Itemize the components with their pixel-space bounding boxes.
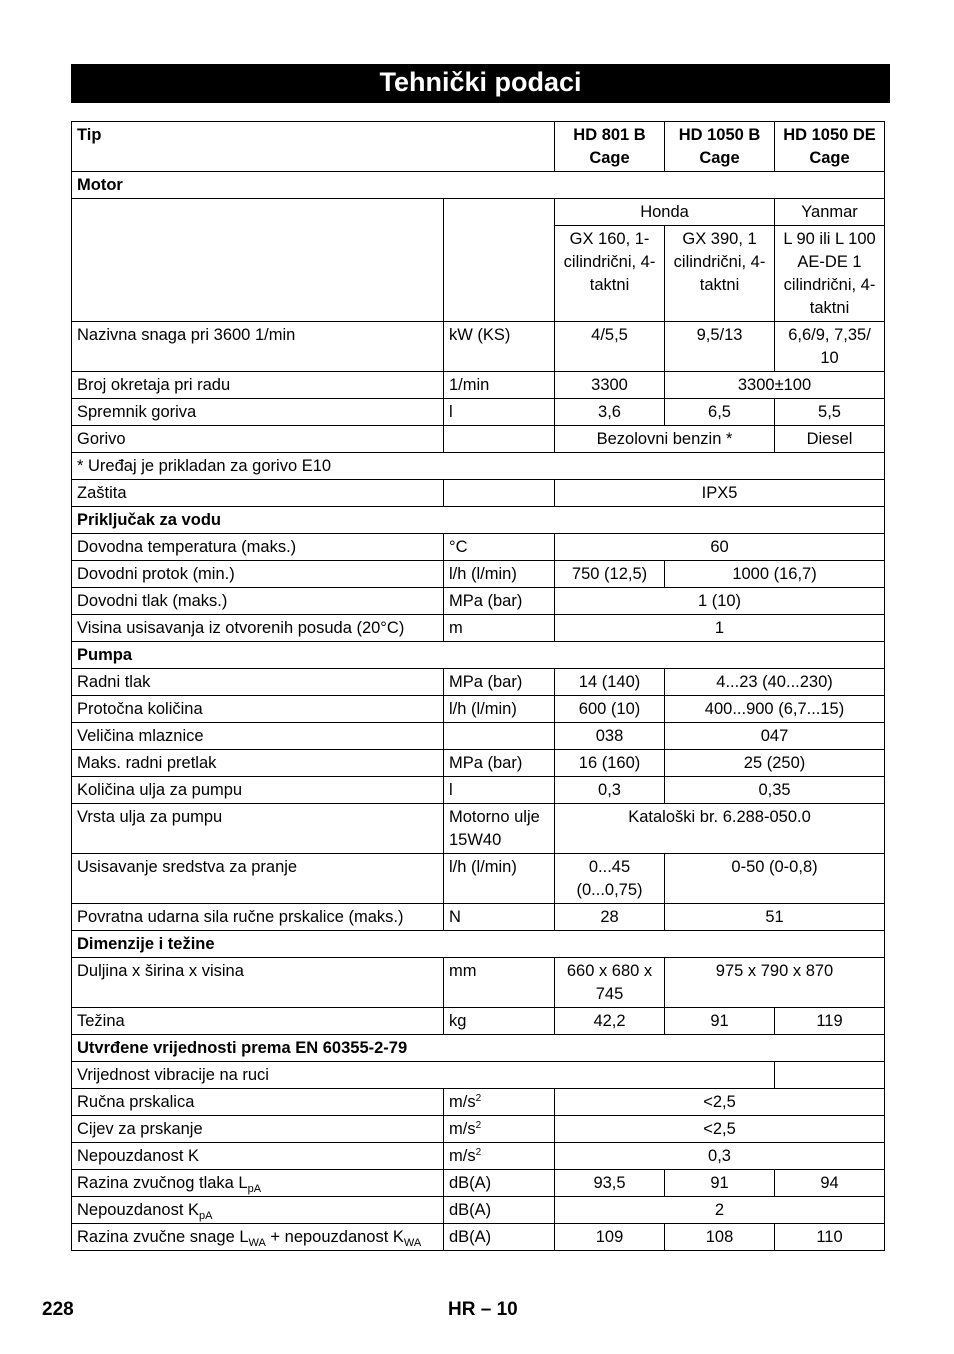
value-cell: 60 xyxy=(555,534,885,561)
value-cell: 0,35 xyxy=(665,777,885,804)
value-cell: Bezolovni benzin * xyxy=(555,426,775,453)
row-unit: Motorno ulje 15W40 xyxy=(444,804,555,854)
unit-text: m/s xyxy=(449,1120,476,1138)
row-label: Ručna prskalica xyxy=(72,1089,444,1116)
value-cell: 6,5 xyxy=(665,399,775,426)
table-row xyxy=(72,777,885,804)
header-hd1050de: HD 1050 DE Cage xyxy=(775,122,885,172)
unit-exponent: 2 xyxy=(475,1147,482,1158)
row-unit: l/h (l/min) xyxy=(444,696,555,723)
row-unit: dB(A) xyxy=(444,1197,555,1224)
row-label: Zaštita xyxy=(72,480,444,507)
unit-text: m/s xyxy=(449,1093,476,1111)
value-cell: 109 xyxy=(555,1224,665,1251)
row-label: Težina xyxy=(72,1008,444,1035)
row-label: Dovodni tlak (maks.) xyxy=(72,588,444,615)
table-header-row xyxy=(72,122,885,172)
empty-cell xyxy=(72,199,444,322)
row-unit: MPa (bar) xyxy=(444,750,555,777)
value-cell: 038 xyxy=(555,723,665,750)
row-unit: N xyxy=(444,904,555,931)
label-text: Razina zvučne snage L xyxy=(77,1228,249,1246)
unit-exponent: 2 xyxy=(475,1120,482,1131)
table-row xyxy=(72,696,885,723)
value-cell: <2,5 xyxy=(555,1116,885,1143)
table-row xyxy=(72,1143,885,1170)
table-row xyxy=(72,534,885,561)
table-row xyxy=(72,669,885,696)
table-row xyxy=(72,372,885,399)
row-label: Nepouzdanost K xyxy=(72,1143,444,1170)
table-row xyxy=(72,561,885,588)
table-row xyxy=(72,588,885,615)
value-cell: 9,5/13 xyxy=(665,322,775,372)
section-row xyxy=(72,172,885,199)
value-cell: 6,6/9, 7,35/ 10 xyxy=(775,322,885,372)
label-subscript: pA xyxy=(199,1210,213,1222)
value-cell: 5,5 xyxy=(775,399,885,426)
row-unit: kg xyxy=(444,1008,555,1035)
page-section-label: HR – 10 xyxy=(448,1299,518,1320)
header-hd801b: HD 801 B Cage xyxy=(555,122,665,172)
table-row xyxy=(72,804,885,854)
table-row xyxy=(72,615,885,642)
value-cell: 28 xyxy=(555,904,665,931)
table-row xyxy=(72,199,885,226)
value-cell: 047 xyxy=(665,723,885,750)
value-cell: 3300±100 xyxy=(665,372,885,399)
brand-honda: Honda xyxy=(555,199,775,226)
row-label: Dovodna temperatura (maks.) xyxy=(72,534,444,561)
value-cell: 1 (10) xyxy=(555,588,885,615)
value-cell: 93,5 xyxy=(555,1170,665,1197)
row-label: Količina ulja za pumpu xyxy=(72,777,444,804)
engine-cell: GX 160, 1-cilindrični, 4-taktni xyxy=(555,226,665,322)
table-row xyxy=(72,1224,885,1251)
value-cell: 2 xyxy=(555,1197,885,1224)
value-cell: 3300 xyxy=(555,372,665,399)
page-number: 228 xyxy=(42,1299,74,1320)
table-row xyxy=(72,1008,885,1035)
unit-text: m/s xyxy=(449,1147,476,1165)
label-text: + nepouzdanost K xyxy=(265,1228,404,1246)
label-subscript: pA xyxy=(247,1183,262,1195)
header-hd1050b: HD 1050 B Cage xyxy=(665,122,775,172)
row-unit: 1/min xyxy=(444,372,555,399)
value-cell: 16 (160) xyxy=(555,750,665,777)
unit-exponent: 2 xyxy=(475,1093,482,1104)
section-row xyxy=(72,507,885,534)
value-cell: 94 xyxy=(775,1170,885,1197)
value-cell: 91 xyxy=(665,1170,775,1197)
section-motor: Motor xyxy=(72,172,885,199)
row-label: Visina usisavanja iz otvorenih posuda (20°C) xyxy=(72,615,444,642)
row-label: Vrsta ulja za pumpu xyxy=(72,804,444,854)
section-row xyxy=(72,931,885,958)
value-cell: Diesel xyxy=(775,426,885,453)
row-unit: l/h (l/min) xyxy=(444,561,555,588)
row-label: Protočna količina xyxy=(72,696,444,723)
value-cell: 119 xyxy=(775,1008,885,1035)
section-row xyxy=(72,1035,885,1062)
row-label: Radni tlak xyxy=(72,669,444,696)
value-cell: 25 (250) xyxy=(665,750,885,777)
row-label: Cijev za prskanje xyxy=(72,1116,444,1143)
page-title: Tehnički podaci xyxy=(71,64,890,103)
empty-cell xyxy=(775,1062,885,1089)
empty-cell xyxy=(444,480,555,507)
row-label: Maks. radni pretlak xyxy=(72,750,444,777)
label-subscript: WA xyxy=(248,1237,266,1249)
row-unit: l xyxy=(444,399,555,426)
value-cell: 0,3 xyxy=(555,1143,885,1170)
value-cell: 108 xyxy=(665,1224,775,1251)
row-label: Duljina x širina x visina xyxy=(72,958,444,1008)
label-text: Nepouzdanost K xyxy=(77,1201,200,1219)
engine-cell: GX 390, 1 cilindrični, 4-taktni xyxy=(665,226,775,322)
value-cell: IPX5 xyxy=(555,480,885,507)
row-unit xyxy=(444,1116,555,1143)
row-unit: °C xyxy=(444,534,555,561)
table-row xyxy=(72,1116,885,1143)
section-dims: Dimenzije i težine xyxy=(72,931,885,958)
table-row xyxy=(72,1197,885,1224)
table-row xyxy=(72,453,885,480)
row-unit: mm xyxy=(444,958,555,1008)
fuel-note: * Uređaj je prikladan za gorivo E10 xyxy=(72,453,885,480)
label-text: Razina zvučnog tlaka L xyxy=(77,1174,248,1192)
value-cell: 1 xyxy=(555,615,885,642)
row-label: Broj okretaja pri radu xyxy=(72,372,444,399)
row-unit: dB(A) xyxy=(444,1224,555,1251)
value-cell: 400...900 (6,7...15) xyxy=(665,696,885,723)
value-cell: <2,5 xyxy=(555,1089,885,1116)
section-row xyxy=(72,642,885,669)
row-label xyxy=(72,1197,444,1224)
value-cell: 1000 (16,7) xyxy=(665,561,885,588)
row-unit: l/h (l/min) xyxy=(444,854,555,904)
table-row xyxy=(72,904,885,931)
row-label: Povratna udarna sila ručne prskalice (maks.) xyxy=(72,904,444,931)
table-row xyxy=(72,426,885,453)
row-label: Veličina mlaznice xyxy=(72,723,444,750)
section-water: Priključak za vodu xyxy=(72,507,885,534)
value-cell: 42,2 xyxy=(555,1008,665,1035)
section-pump: Pumpa xyxy=(72,642,885,669)
table-row xyxy=(72,322,885,372)
table-row xyxy=(72,399,885,426)
value-cell: Kataloški br. 6.288-050.0 xyxy=(555,804,885,854)
empty-cell xyxy=(444,723,555,750)
section-values: Utvrđene vrijednosti prema EN 60355-2-79 xyxy=(72,1035,885,1062)
row-label xyxy=(72,1170,444,1197)
row-label: Nazivna snaga pri 3600 1/min xyxy=(72,322,444,372)
value-cell: 4...23 (40...230) xyxy=(665,669,885,696)
table-row xyxy=(72,1170,885,1197)
value-cell: 91 xyxy=(665,1008,775,1035)
brand-yanmar: Yanmar xyxy=(775,199,885,226)
table-row xyxy=(72,958,885,1008)
value-cell: 3,6 xyxy=(555,399,665,426)
row-unit xyxy=(444,1089,555,1116)
row-label: Dovodni protok (min.) xyxy=(72,561,444,588)
table-row xyxy=(72,723,885,750)
value-cell: 51 xyxy=(665,904,885,931)
engine-cell: L 90 ili L 100 AE-DE 1 cilindrični, 4-taktni xyxy=(775,226,885,322)
row-unit: kW (KS) xyxy=(444,322,555,372)
value-cell: 110 xyxy=(775,1224,885,1251)
row-label xyxy=(72,1224,444,1251)
row-unit: l xyxy=(444,777,555,804)
row-unit: m xyxy=(444,615,555,642)
row-label: Gorivo xyxy=(72,426,444,453)
row-label: Spremnik goriva xyxy=(72,399,444,426)
value-cell: 0-50 (0-0,8) xyxy=(665,854,885,904)
row-unit: dB(A) xyxy=(444,1170,555,1197)
label-subscript: WA xyxy=(403,1237,422,1249)
header-tip: Tip xyxy=(72,122,555,172)
table-row xyxy=(72,480,885,507)
value-cell: 975 x 790 x 870 xyxy=(665,958,885,1008)
table-row xyxy=(72,854,885,904)
empty-cell xyxy=(444,199,555,322)
value-cell: 660 x 680 x 745 xyxy=(555,958,665,1008)
value-cell: 750 (12,5) xyxy=(555,561,665,588)
table-row xyxy=(72,1062,885,1089)
table-row xyxy=(72,1089,885,1116)
value-cell: 600 (10) xyxy=(555,696,665,723)
spec-table xyxy=(71,121,885,1251)
value-cell: 14 (140) xyxy=(555,669,665,696)
row-unit xyxy=(444,1143,555,1170)
row-label: Usisavanje sredstva za pranje xyxy=(72,854,444,904)
value-cell: 0...45 (0...0,75) xyxy=(555,854,665,904)
value-cell: 0,3 xyxy=(555,777,665,804)
empty-cell xyxy=(444,426,555,453)
table-row xyxy=(72,750,885,777)
row-label: Vrijednost vibracije na ruci xyxy=(72,1062,775,1089)
value-cell: 4/5,5 xyxy=(555,322,665,372)
row-unit: MPa (bar) xyxy=(444,669,555,696)
row-unit: MPa (bar) xyxy=(444,588,555,615)
